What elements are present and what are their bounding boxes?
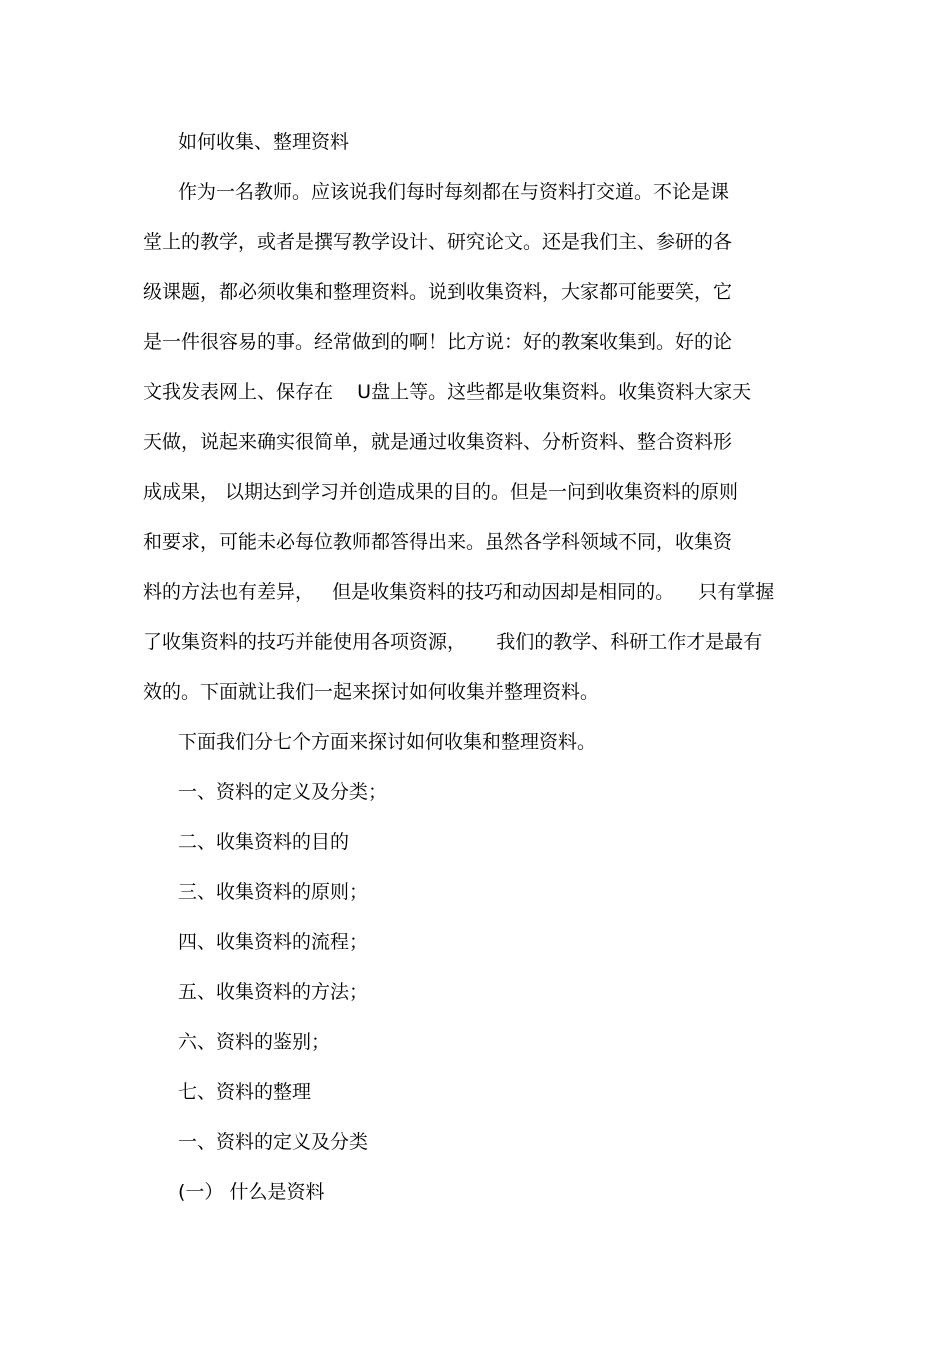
document-title: 如何收集、整理资料 (178, 131, 350, 153)
overview-paragraph: 下面我们分七个方面来探讨如何收集和整理资料。 (178, 731, 597, 753)
intro-line: 文我发表网上、保存在 U盘上等。这些都是收集资料。收集资料大家天 (143, 381, 752, 403)
outline-item: 六、资料的鉴别； (178, 1031, 331, 1053)
intro-line: 堂上的教学，或者是撰写教学设计、研究论文。还是我们主、参研的各 (143, 231, 733, 253)
intro-line: 是一件很容易的事。经常做到的啊！比方说：好的教案收集到。好的论 (143, 331, 733, 353)
outline-item: 四、收集资料的流程； (178, 931, 369, 953)
intro-line: 级课题，都必须收集和整理资料。说到收集资料，大家都可能要笑，它 (143, 281, 733, 303)
intro-line: 和要求，可能未必每位教师都答得出来。虽然各学科领域不同，收集资 (143, 531, 733, 553)
outline-item: 一、资料的定义及分类； (178, 781, 388, 803)
section-heading: 一、资料的定义及分类 (178, 1131, 369, 1153)
intro-line: 了收集资料的技巧并能使用各项资源， 我们的教学、科研工作才是最有 (143, 631, 763, 653)
intro-line: 效的。下面就让我们一起来探讨如何收集并整理资料。 (143, 681, 600, 703)
outline-item: 三、收集资料的原则； (178, 881, 369, 903)
intro-line: 天做，说起来确实很简单，就是通过收集资料、分析资料、整合资料形 (143, 431, 733, 453)
outline-item: 二、收集资料的目的 (178, 831, 350, 853)
subsection-heading: (一） 什么是资料 (178, 1181, 325, 1203)
outline-item: 七、资料的整理 (178, 1081, 312, 1103)
intro-line: 成成果， 以期达到学习并创造成果的目的。但是一问到收集资料的原则 (143, 481, 739, 503)
outline-item: 五、收集资料的方法； (178, 981, 369, 1003)
intro-line: 作为一名教师。应该说我们每时每刻都在与资料打交道。不论是课 (178, 181, 730, 203)
intro-line: 料的方法也有差异， 但是收集资料的技巧和动因却是相同的。 只有掌握 (143, 581, 775, 603)
